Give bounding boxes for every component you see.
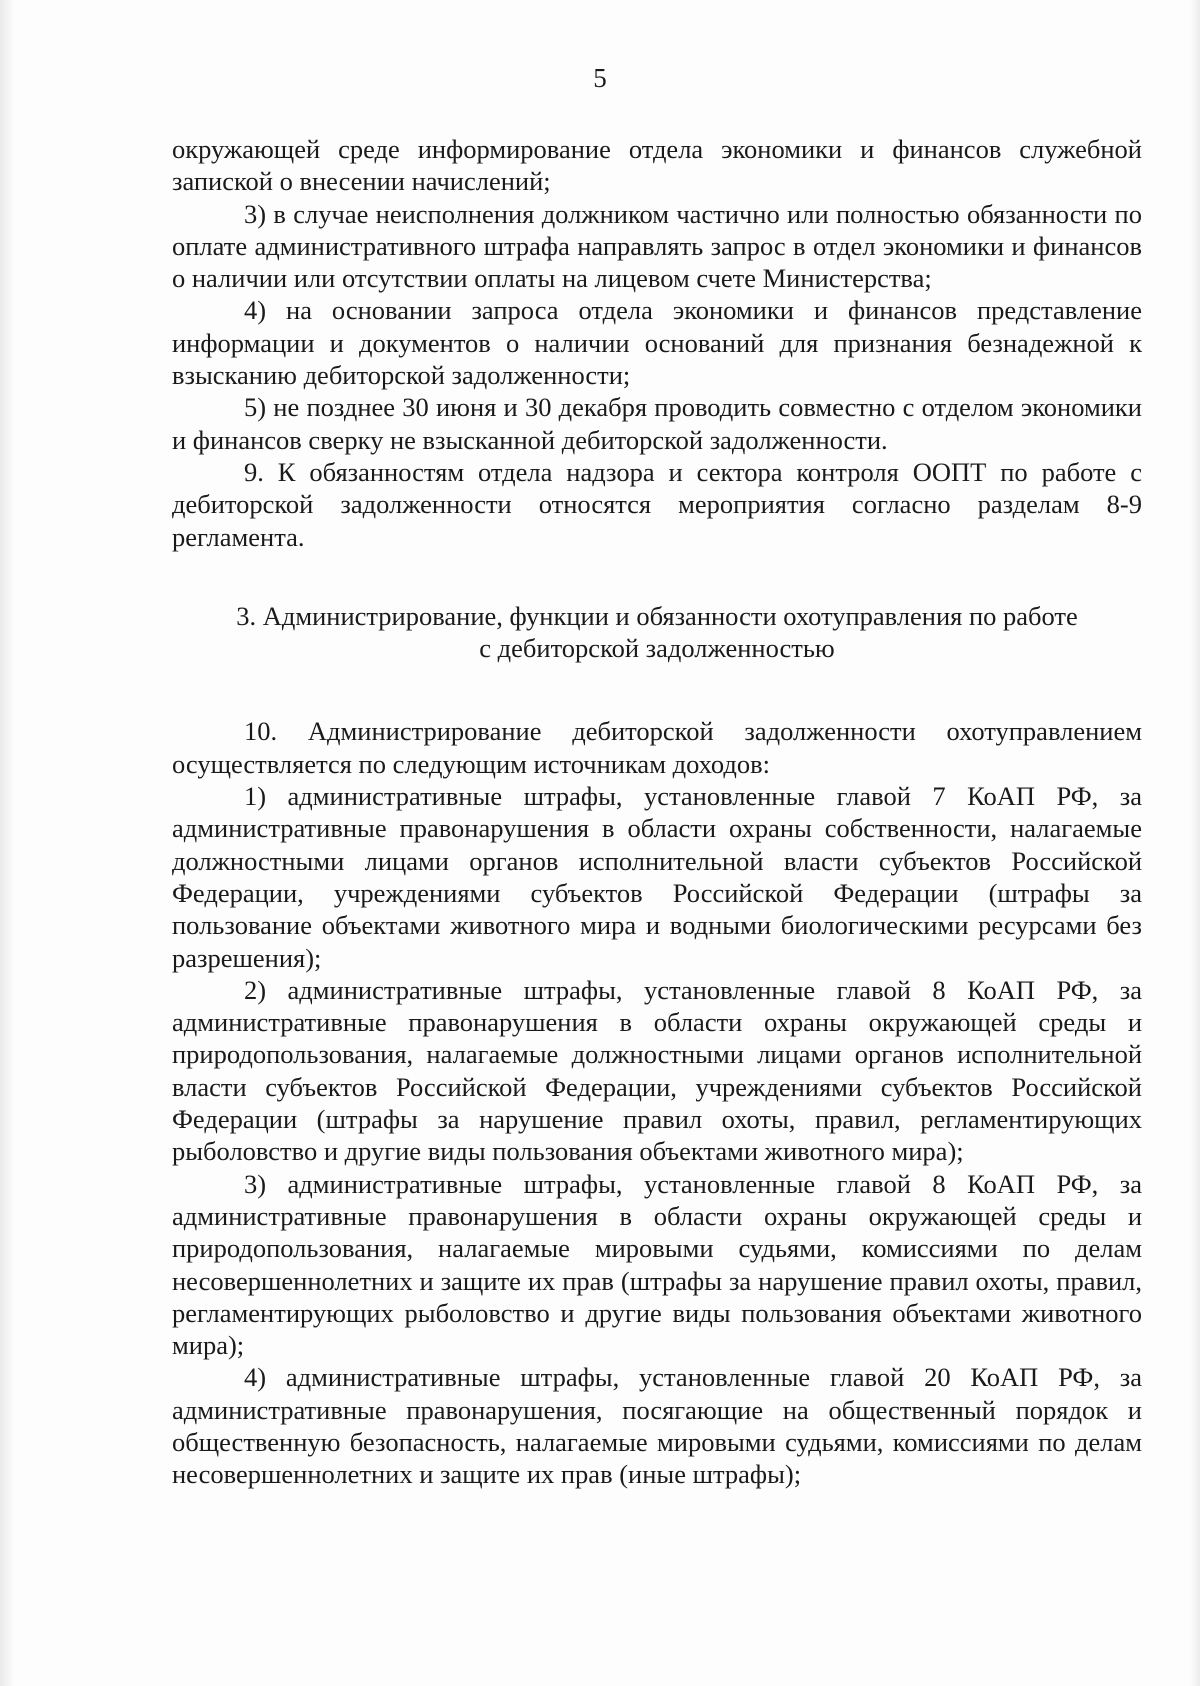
- scan-edge-left: [0, 0, 14, 1686]
- clause-10: 10. Администрирование дебиторской задолженности охотуправлением осуществляется по следующим источникам доходов:: [172, 716, 1142, 779]
- section-heading-line-1: 3. Администрирование, функции и обязанности охотуправления по работе: [236, 600, 1078, 631]
- clause-9: 9. К обязанностям отдела надзора и сектора контроля ООПТ по работе с дебиторской задолженности относятся мероприятия согласно разделам 8-9 регламента.: [172, 456, 1142, 552]
- section-heading: [172, 600, 1142, 665]
- list-item-3: 3) в случае неисполнения должником частично или полностью обязанности по оплате административного штрафа направлять запрос в отдел экономики и финансов о наличии или отсутствии оплаты на лицевом счете Министерства;: [172, 198, 1142, 294]
- scan-edge-right: [1190, 0, 1200, 1686]
- list-item-4: 4) на основании запроса отдела экономики и финансов представление информации и документов о наличии оснований для признания безнадежной к взысканию дебиторской задолженности;: [172, 295, 1142, 391]
- income-source-3: 3) административные штрафы, установленные главой 8 КоАП РФ, за административные правонарушения в области охраны окружающей среды и природопользования, налагаемые мировыми судьями, комиссиями по делам несовершеннолетних и защите их прав (штрафы за нарушение правил охоты, правил, регламентирующих рыболовство и другие виды пользования объектами животного мира);: [172, 1168, 1142, 1361]
- income-source-2: 2) административные штрафы, установленные главой 8 КоАП РФ, за административные правонарушения в области охраны окружающей среды и природопользования, налагаемые должностными лицами органов исполнительной власти субъектов Российской Федерации, учреждениями субъектов Российской Федерации (штрафы за нарушение правил охоты, правил, регламентирующих рыболовство и другие виды пользования объектами животного мира);: [172, 974, 1142, 1167]
- paragraph-continuation: окружающей среде информирование отдела экономики и финансов служебной запиской о внесении начислений;: [172, 134, 1142, 197]
- section-heading-line-2: с дебиторской задолженностью: [479, 633, 835, 664]
- income-source-1: 1) административные штрафы, установленные главой 7 КоАП РФ, за административные правонарушения в области охраны собственности, налагаемые должностными лицами органов исполнительной власти субъектов Российской Федерации, учреждениями субъектов Российской Федерации (штрафы за пользование объектами животного мира и водными биологическими ресурсами без разрешения);: [172, 781, 1142, 973]
- document-body: [172, 133, 1142, 1491]
- income-source-4: 4) административные штрафы, установленные главой 20 КоАП РФ, за административные правонарушения, посягающие на общественный порядок и общественную безопасность, налагаемые мировыми судьями, комиссиями по делам несовершеннолетних и защите их прав (иные штрафы);: [172, 1362, 1142, 1490]
- page-number: 5: [593, 63, 607, 93]
- list-item-5: 5) не позднее 30 июня и 30 декабря проводить совместно с отделом экономики и финансов сверку не взысканной дебиторской задолженности.: [172, 392, 1142, 455]
